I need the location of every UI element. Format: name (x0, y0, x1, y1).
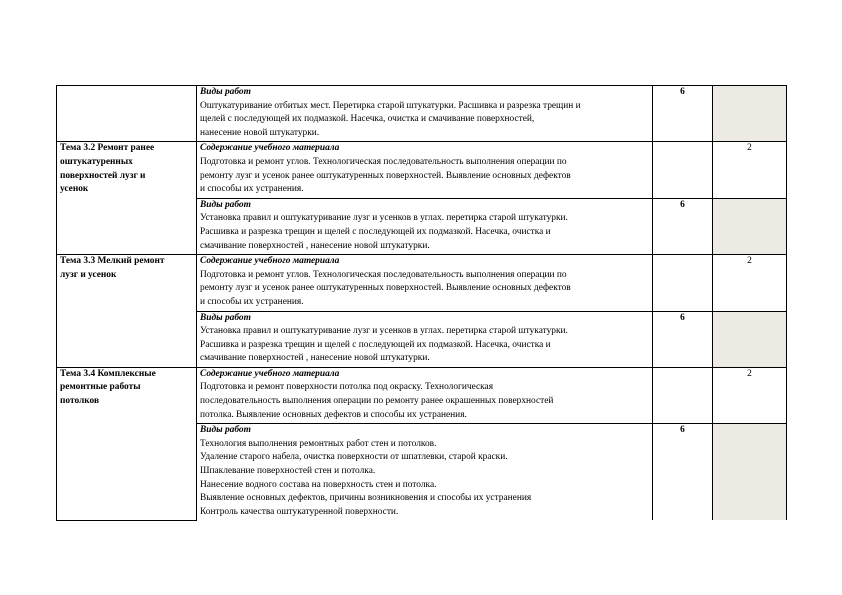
content-line: Установка правил и оштукатуривание лузг и усенков в углах. перетирка старой штукатурки. (200, 213, 568, 224)
content-cell (197, 367, 653, 423)
hours-cell: 6 (653, 198, 713, 254)
topic-line: потолков (60, 396, 100, 407)
section-heading: Виды работ (200, 199, 251, 210)
topic-cell-empty (57, 86, 197, 142)
content-line: Подготовка и ремонт поверхности потолка под окраску. Технологическая (200, 382, 494, 393)
section-heading: Виды работ (200, 312, 251, 323)
topic-line: ремонтные работы (60, 382, 141, 393)
content-line: Подготовка и ремонт углов. Технологическая последовательность выполнения операции по (200, 156, 567, 167)
table-row (57, 255, 787, 311)
content-line: Технология выполнения ремонтных работ стен и потолков. (200, 438, 437, 449)
topic-line: Тема 3.3 Мелкий ремонт (60, 256, 165, 267)
content-cell (197, 86, 653, 142)
content-line: Расшивка и разрезка трещин и щелей с последующей их подмазкой. Насечка, очистка и (200, 226, 551, 237)
content-line: и способы их устранения. (200, 184, 304, 195)
content-line: Удаление старого набела, очистка поверхности от шпатлевки, старой краски. (200, 452, 508, 463)
table-row (57, 367, 787, 423)
section-heading: Содержание учебного материала (200, 368, 340, 379)
section-heading: Содержание учебного материала (200, 143, 340, 154)
section-heading: Содержание учебного материала (200, 256, 340, 267)
content-line: смачивание поверхностей , нанесение новой штукатурки. (200, 353, 430, 364)
content-line: ремонту лузг и усенок ранее оштукатуренных поверхностей. Выявление основных дефектов (200, 170, 571, 181)
topic-cell (57, 367, 197, 520)
level-cell (713, 424, 787, 521)
content-line: Подготовка и ремонт углов. Технологическая последовательность выполнения операции по (200, 269, 567, 280)
level-cell: 2 (713, 367, 787, 423)
table-row (57, 142, 787, 198)
content-cell (197, 198, 653, 254)
topic-line: Тема 3.2 Ремонт ранее (60, 143, 155, 154)
content-line: нанесение новой штукатурки. (200, 127, 320, 138)
curriculum-table (56, 85, 787, 521)
hours-cell: 6 (653, 311, 713, 367)
content-line: Выявление основных дефектов, причины возникновения и способы их устранения (200, 493, 532, 504)
section-heading: Виды работ (200, 425, 251, 436)
content-line: Шпаклевание поверхностей стен и потолка. (200, 466, 376, 477)
topic-line: Тема 3.4 Комплексные (60, 368, 156, 379)
table-row (57, 86, 787, 142)
content-line: Нанесение водного состава на поверхность стен и потолка. (200, 479, 437, 490)
level-cell (713, 86, 787, 142)
content-line: Установка правил и оштукатуривание лузг и усенков в углах. перетирка старой штукатурки. (200, 326, 568, 337)
topic-line: оштукатуренных (60, 156, 133, 167)
topic-cell (57, 255, 197, 368)
hours-cell (653, 142, 713, 198)
content-cell (197, 142, 653, 198)
hours-cell (653, 367, 713, 423)
content-cell (197, 311, 653, 367)
content-cell (197, 424, 653, 521)
level-cell: 2 (713, 255, 787, 311)
content-line: последовательность выполнения операции по ремонту ранее окрашенных поверхностей (200, 396, 554, 407)
content-line: Оштукатуривание отбитых мест. Перетирка старой штукатурки. Расшивка и разрезка трещин и (200, 100, 581, 111)
topic-line: лузг и усенок (60, 269, 117, 280)
content-line: смачивание поверхностей , нанесение новой штукатурки. (200, 240, 430, 251)
content-line: ремонту лузг и усенок ранее оштукатуренных поверхностей. Выявление основных дефектов (200, 283, 571, 294)
level-cell: 2 (713, 142, 787, 198)
topic-line: усенок (60, 184, 89, 195)
level-cell (713, 311, 787, 367)
content-cell (197, 255, 653, 311)
content-line: и способы их устранения. (200, 296, 304, 307)
hours-cell: 6 (653, 86, 713, 142)
topic-line: поверхностей лузг и (60, 170, 146, 181)
topic-cell (57, 142, 197, 255)
hours-cell (653, 255, 713, 311)
content-line: потолка. Выявление основных дефектов и способы их устранения. (200, 409, 467, 420)
content-line: Контроль качества оштукатуренной поверхности. (200, 506, 399, 517)
content-line: щелей с последующей их подмазкой. Насечка, очистка и смачивание поверхностей, (200, 114, 535, 125)
hours-cell: 6 (653, 424, 713, 521)
content-line: Расшивка и разрезка трещин и щелей с последующей их подмазкой. Насечка, очистка и (200, 339, 551, 350)
level-cell (713, 198, 787, 254)
section-heading: Виды работ (200, 87, 251, 97)
